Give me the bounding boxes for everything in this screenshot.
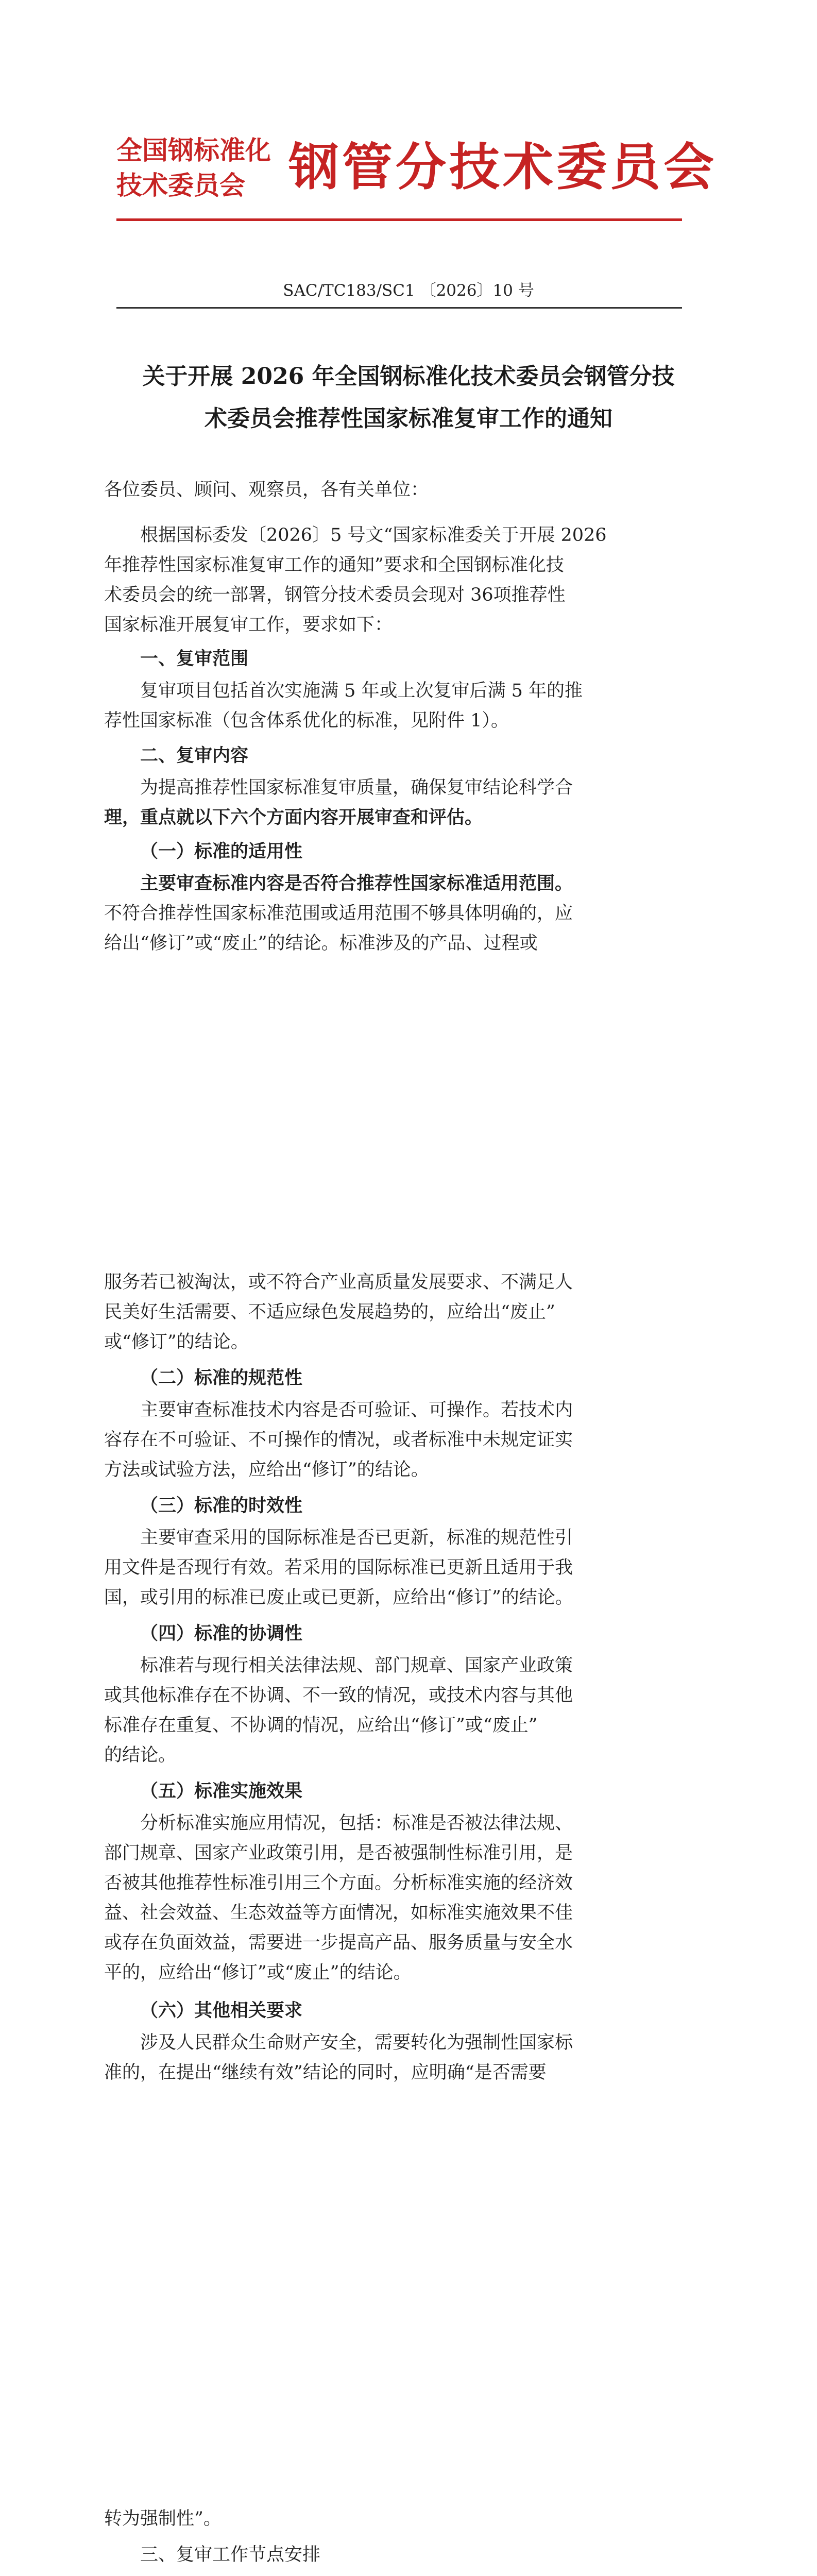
intro-line: 术委员会的统一部署，钢管分技术委员会现对 36项推荐性	[104, 585, 566, 605]
para-line: 或其他标准存在不协调、不一致的情况，或技术内容与其他	[104, 1685, 573, 1706]
org-name	[116, 133, 271, 203]
para-line: 分析标准实施应用情况，包括：标准是否被法律法规、	[140, 1813, 573, 1834]
para-line: 为提高推荐性国家标准复审质量，确保复审结论科学合	[140, 777, 573, 798]
document-title	[93, 355, 724, 440]
subsection-heading: （二）标准的规范性	[140, 1367, 303, 1388]
para-line: 不符合推荐性国家标准范围或适用范围不够具体明确的，应	[104, 903, 573, 924]
doc-number-rule	[116, 307, 682, 309]
subsection-paragraph	[104, 1651, 702, 1770]
subsection-paragraph	[104, 1267, 702, 1357]
committee-name: 钢管分技术委员会	[288, 138, 718, 197]
subsection-paragraph	[104, 869, 702, 958]
para-line: 标准存在重复、不协调的情况，应给出“修订”或“废止”	[104, 1715, 538, 1736]
para-line: 准的，在提出“继续有效”结论的同时，应明确“是否需要	[104, 2062, 547, 2083]
subsection-paragraph	[104, 1808, 702, 1988]
org-name-line1: 全国钢标准化	[116, 135, 271, 165]
para-line: 或存在负面效益，需要进一步提高产品、服务质量与安全水	[104, 1933, 573, 1953]
header-red-rule	[116, 218, 682, 221]
para-line: 平的，应给出“修订”或“废止”的结论。	[104, 1962, 412, 1983]
para-line: 主要审查标准技术内容是否可验证、可操作。若技术内	[140, 1400, 573, 1420]
section-heading: 一、复审范围	[140, 648, 249, 669]
para-line: 理，重点就以下六个方面内容开展审查和评估。	[104, 807, 483, 828]
subsection-heading: （三）标准的时效性	[140, 1495, 303, 1516]
org-name-line2: 技术委员会	[116, 171, 245, 200]
subsection-paragraph	[104, 1395, 702, 1485]
para-line: 民美好生活需要、不适应绿色发展趋势的，应给出“废止”	[104, 1302, 555, 1323]
salutation: 各位委员、顾问、观察员，各有关单位：	[104, 480, 429, 500]
section-heading: 二、复审内容	[140, 745, 249, 766]
para-line: 方法或试验方法，应给出“修订”的结论。	[104, 1460, 429, 1480]
intro-line: 根据国标委发〔2026〕5 号文“国家标准委关于开展 2026	[140, 525, 607, 546]
document-number: SAC/TC183/SC1 〔2026〕10 号	[283, 281, 534, 300]
para-line: 否被其他推荐性标准引用三个方面。分析标准实施的经济效	[104, 1873, 573, 1893]
intro-line: 年推荐性国家标准复审工作的通知”要求和全国钢标准化技	[104, 555, 564, 575]
para-line: 标准若与现行相关法律法规、部门规章、国家产业政策	[140, 1655, 573, 1676]
para-line: 部门规章、国家产业政策引用，是否被强制性标准引用，是	[104, 1843, 573, 1863]
subsection-heading: （六）其他相关要求	[140, 2000, 303, 2021]
section-paragraph	[104, 676, 702, 736]
para-line: 涉及人民群众生命财产安全，需要转化为强制性国家标	[140, 2032, 573, 2053]
section-heading: 三、复审工作节点安排	[140, 2545, 321, 2565]
intro-paragraph	[104, 520, 702, 640]
subsection-heading: （四）标准的协调性	[140, 1623, 303, 1644]
subsection-heading: （一）标准的适用性	[140, 841, 303, 862]
para-line: 益、社会效益、生态效益等方面情况，如标准实施效果不佳	[104, 1903, 573, 1923]
para-line: 给出“修订”或“废止”的结论。标准涉及的产品、过程或	[104, 933, 538, 954]
subsection-paragraph	[104, 2028, 702, 2088]
para-line: 国，或引用的标准已废止或已更新，应给出“修订”的结论。	[104, 1587, 573, 1608]
title-line2: 术委员会推荐性国家标准复审工作的通知	[205, 405, 612, 432]
para-line: 用文件是否现行有效。若采用的国际标准已更新且适用于我	[104, 1557, 573, 1578]
para-line: 容存在不可验证、不可操作的情况，或者标准中未规定证实	[104, 1430, 573, 1450]
para-line: 或“修订”的结论。	[104, 1332, 249, 1352]
para-line: 转为强制性”。	[104, 2509, 222, 2529]
para-line: 服务若已被淘汰，或不符合产业高质量发展要求、不满足人	[104, 1272, 573, 1293]
para-line: 荐性国家标准（包含体系优化的标准，见附件 1）。	[104, 710, 509, 731]
para-line: 主要审查采用的国际标准是否已更新，标准的规范性引	[140, 1528, 573, 1548]
intro-line: 国家标准开展复审工作，要求如下：	[104, 615, 393, 635]
para-line: 的结论。	[104, 1745, 177, 1766]
para-line: 复审项目包括首次实施满 5 年或上次复审后满 5 年的推	[140, 681, 583, 701]
subsection-paragraph	[104, 1523, 702, 1613]
section-paragraph	[104, 773, 702, 833]
title-line1: 关于开展 2026 年全国钢标准化技术委员会钢管分技	[142, 363, 675, 389]
subsection-heading: （五）标准实施效果	[140, 1781, 303, 1802]
para-line: 主要审查标准内容是否符合推荐性国家标准适用范围。	[140, 873, 573, 894]
